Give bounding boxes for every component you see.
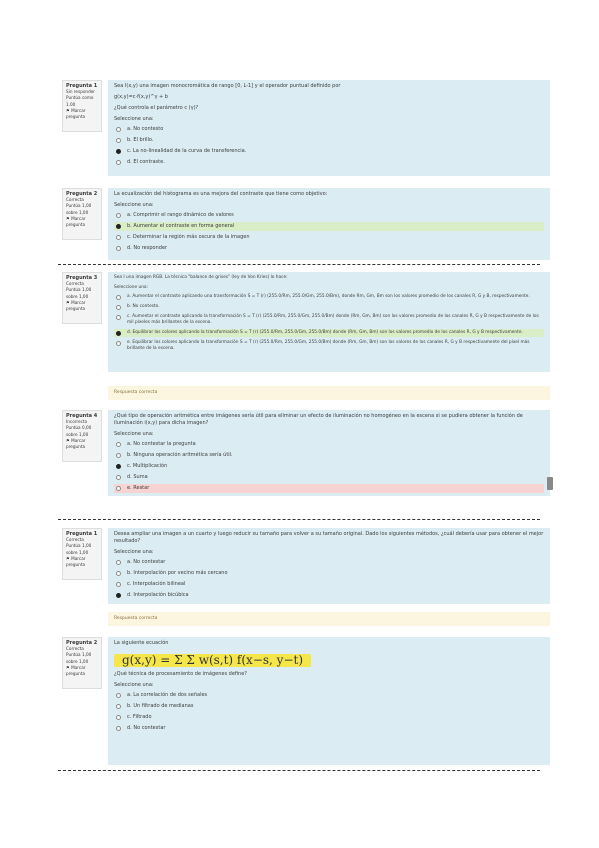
question-grade-max: sobre 1,00: [66, 658, 89, 664]
question-text: La ecualización del histograma es una mejora del contraste que tiene como objetivo:: [114, 191, 328, 197]
question-grade: Puntúa 0,00: [66, 425, 92, 431]
radio-button[interactable]: [116, 213, 121, 218]
answer-option-correct[interactable]: b. Aumentar el contraste en forma general: [114, 222, 544, 231]
radio-button[interactable]: [116, 235, 121, 240]
question-text: Sea I una imagen RGB. La técnica "balance de grises" (ley de Von Kries) lo hace:: [114, 275, 288, 280]
answer-feedback: Respuesta correcta: [108, 386, 550, 400]
question-grade: Puntúa 1,00: [66, 287, 92, 293]
select-label: Seleccione una:: [114, 116, 154, 122]
answer-option[interactable]: c. Filtrado: [114, 713, 544, 722]
select-label: Seleccione una:: [114, 285, 149, 290]
question-number: Pregunta 1: [66, 83, 98, 89]
question-text: ¿Qué técnica de procesamiento de imágenes define?: [114, 671, 247, 677]
answer-option[interactable]: d. No contestar: [114, 724, 544, 733]
question-6: [62, 637, 552, 765]
question-state: Incorrecta: [66, 419, 88, 425]
radio-button[interactable]: [116, 295, 121, 300]
select-label: Seleccione una:: [114, 549, 154, 555]
question-content: [108, 272, 550, 372]
question-grade: Puntúa como: [66, 95, 94, 101]
answer-option[interactable]: b. Un filtrado de medianas: [114, 702, 544, 711]
question-number: Pregunta 4: [66, 413, 98, 419]
question-text: ¿Qué controla el parámetro c (γ)?: [114, 105, 199, 111]
question-grade: Puntúa 1,00: [66, 652, 92, 658]
answer-option[interactable]: a. Comprimir el rango dinámico de valores: [114, 211, 544, 220]
radio-button[interactable]: [116, 138, 121, 143]
page-divider: [58, 519, 540, 520]
answer-option[interactable]: d. El contraste.: [114, 158, 544, 167]
question-text: g(x,y)=c·f(x,y)^γ + b: [114, 94, 168, 100]
question-text: Desea ampliar una imagen a un cuarto y luego reducir su tamaño para volver a su tamaño original. Dado los siguientes métodos, ¿cuál debería usar para obtener el mejor resultado?: [114, 531, 544, 544]
question-info: [62, 272, 102, 324]
radio-button[interactable]: [116, 331, 121, 336]
question-info: [62, 188, 102, 240]
answer-option[interactable]: a. No contestar: [114, 558, 544, 567]
question-content: [108, 188, 550, 260]
question-state: Correcta: [66, 197, 84, 203]
question-number: Pregunta 3: [66, 275, 98, 281]
flag-question[interactable]: ⚑ Marcar pregunta: [66, 299, 86, 312]
question-grade: Puntúa 1,00: [66, 203, 92, 209]
radio-button[interactable]: [116, 582, 121, 587]
flag-question[interactable]: ⚑ Marcar pregunta: [66, 215, 86, 228]
radio-button[interactable]: [116, 464, 121, 469]
question-content: [108, 410, 550, 496]
question-info: [62, 80, 102, 132]
flag-question[interactable]: ⚑ Marcar pregunta: [66, 664, 86, 677]
radio-button[interactable]: [116, 726, 121, 731]
answer-option[interactable]: c. Multiplicación: [114, 462, 544, 471]
radio-button[interactable]: [116, 453, 121, 458]
radio-button[interactable]: [116, 246, 121, 251]
answer-option[interactable]: e. Equilibrar los colores aplicando la transformación S = T (r) (255.0/Rm, 255.0/Gm, 255.0/Bm) donde (Rm, Gm, Bm) son los valores de los canales R, G y B respectivamente del píxel más brillante de la escena.: [114, 339, 544, 353]
answer-option[interactable]: a. No contesto: [114, 125, 544, 134]
question-state: Correcta: [66, 537, 84, 543]
question-info: [62, 528, 102, 580]
flag-icon: ⚑: [66, 555, 70, 561]
answer-option-correct[interactable]: d. Equilibrar los colores aplicando la transformación S = T (r) (255.0/Rm, 255.0/Gm, 255.0/Bm) donde (Rm, Gm, Bm) son los valores promedio de los canales R, G y B respectivamente.: [114, 329, 544, 337]
answer-option-incorrect[interactable]: e. Restar: [114, 484, 544, 493]
radio-button[interactable]: [116, 442, 121, 447]
radio-button[interactable]: [116, 224, 121, 229]
question-number: Pregunta 2: [66, 191, 98, 197]
select-label: Seleccione una:: [114, 202, 154, 208]
radio-button[interactable]: [116, 149, 121, 154]
answer-option[interactable]: d. No responder: [114, 244, 544, 253]
question-info: [62, 410, 102, 462]
flag-icon: ⚑: [66, 664, 70, 670]
question-text: La siguiente ecuación: [114, 640, 169, 646]
page-divider: [58, 770, 540, 771]
answer-option[interactable]: a. La correlación de dos señales: [114, 691, 544, 700]
question-5: [62, 528, 552, 621]
radio-button[interactable]: [116, 715, 121, 720]
question-2: [62, 188, 552, 260]
answer-option[interactable]: a. Aumentar el contraste aplicando una transformación S = T (r) (255.0/Rm, 255.0/Gm, 255.0/Bm), donde Rm, Gm, Bm son los valores promedio de los canales R, G y B, respectivamente.: [114, 293, 544, 301]
radio-button[interactable]: [116, 475, 121, 480]
flag-icon: ⚑: [66, 107, 70, 113]
answer-option[interactable]: c. Aumentar el contraste aplicando la transformación S = T (r) (255.0/Rm, 255.0/Gm, 255.0/Bm) donde (Rm, Gm, Bm) son los valores promedio de los canales R, G y B respectivamente de los mil píxeles más brillantes de la escena.: [114, 313, 544, 327]
answer-option[interactable]: b. Interpolación por vecino más cercano: [114, 569, 544, 578]
question-3: [62, 272, 552, 395]
question-number: Pregunta 2: [66, 640, 98, 646]
answer-option[interactable]: c. Interpolación bilineal: [114, 580, 544, 589]
flag-question[interactable]: ⚑ Marcar pregunta: [66, 437, 86, 450]
flag-question[interactable]: ⚑ Marcar pregunta: [66, 107, 86, 120]
question-1: [62, 80, 552, 176]
radio-button[interactable]: [116, 593, 121, 598]
question-number: Pregunta 1: [66, 531, 98, 537]
answer-option[interactable]: c. La no-linealidad de la curva de transferencia.: [114, 147, 544, 156]
question-state: Correcta: [66, 281, 84, 287]
question-state: Sin responder: [66, 89, 96, 95]
flag-icon: ⚑: [66, 215, 70, 221]
page-divider: [58, 264, 540, 265]
radio-button[interactable]: [116, 560, 121, 565]
radio-button[interactable]: [116, 160, 121, 165]
answer-option[interactable]: d. Interpolación bicúbica: [114, 591, 544, 600]
radio-button[interactable]: [116, 693, 121, 698]
answer-feedback: Respuesta correcta: [108, 612, 550, 626]
radio-button[interactable]: [116, 127, 121, 132]
question-grade-max: sobre 1,00: [66, 549, 89, 555]
flag-question[interactable]: ⚑ Marcar pregunta: [66, 555, 86, 568]
flag-icon: ⚑: [66, 299, 70, 305]
question-4: [62, 410, 552, 496]
question-grade-max: 1.00: [66, 101, 76, 107]
answer-option[interactable]: b. Ninguna operación aritmética sería útil.: [114, 451, 544, 460]
formula-image: g(x,y) = Σ Σ w(s,t) f(x−s, y−t): [114, 654, 311, 667]
question-text: ¿Qué tipo de operación aritmética entre imágenes sería útil para eliminar un efecto de iluminación no homogéneo en la escena si se pudiera obtener la función de iluminación i(x,y) para dicha imagen?: [114, 413, 523, 426]
answer-option[interactable]: b. No contesto.: [114, 303, 544, 311]
answer-option[interactable]: a. No contestar la pregunta: [114, 440, 544, 449]
question-content: [108, 528, 550, 604]
radio-button[interactable]: [116, 704, 121, 709]
answer-option[interactable]: b. El brillo.: [114, 136, 544, 145]
radio-button[interactable]: [116, 341, 121, 346]
select-label: Seleccione una:: [114, 431, 154, 437]
question-grade-max: sobre 1,00: [66, 209, 89, 215]
radio-button[interactable]: [116, 315, 121, 320]
radio-button[interactable]: [116, 486, 121, 491]
question-info: [62, 637, 102, 689]
scrollbar-thumb[interactable]: [547, 477, 553, 490]
question-text: Sea I(x,y) una imagen monocromática de rango [0, L-1] y el operador puntual definido por: [114, 83, 341, 89]
select-label: Seleccione una:: [114, 682, 154, 688]
answer-option[interactable]: d. Suma: [114, 473, 544, 482]
question-content: [108, 637, 550, 765]
radio-button[interactable]: [116, 305, 121, 310]
question-grade-max: sobre 1,00: [66, 293, 89, 299]
question-grade-max: sobre 1,00: [66, 431, 89, 437]
question-grade: Puntúa 1,00: [66, 543, 92, 549]
flag-icon: ⚑: [66, 437, 70, 443]
radio-button[interactable]: [116, 571, 121, 576]
question-content: [108, 80, 550, 176]
question-state: Correcta: [66, 646, 84, 652]
answer-option[interactable]: c. Determinar la región más oscura de la imagen: [114, 233, 544, 242]
